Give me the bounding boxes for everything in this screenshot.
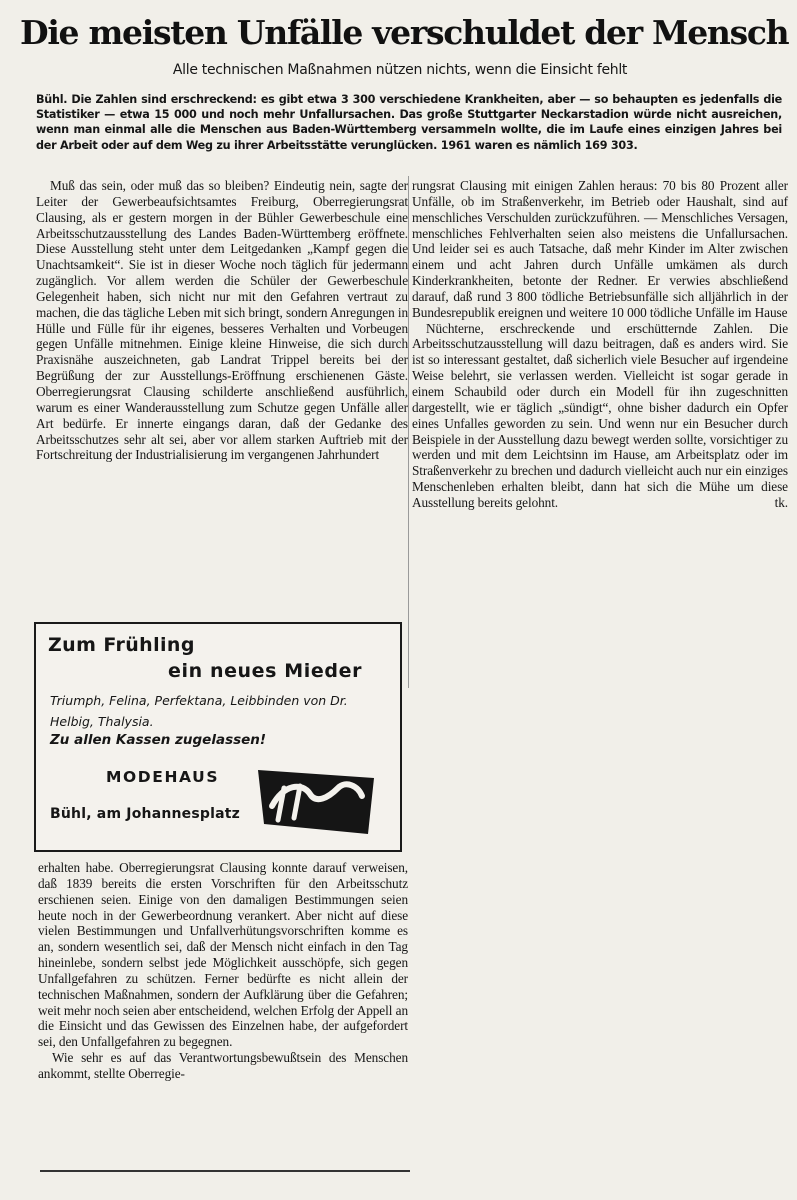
- article-column-right: [412, 178, 788, 511]
- advertisement-box: [34, 622, 402, 852]
- ad-subheadline: ein neues Mieder: [168, 660, 363, 682]
- column-left-text: Muß das sein, oder muß das so bleiben? Eindeutig nein, sagte der Leiter der Gewerbeaufsichtsamtes Freiburg, Oberregierungsrat Clausing, als er gestern morgen in der Bühler Gewerbeschule eine Arbeitsschutzausstellung des Landes Baden-Württemberg eröffnete. Diese Ausstellung steht unter dem Leitgedanken „Kampf gegen die Unachtsamkeit“. Sie ist in dieser Woche noch täglich für jedermann zugänglich. Vor allem werden die Schüler der Gewerbeschule Gelegenheit haben, sich nicht nur mit den Gefahren vertraut zu machen, die das tägliche Leben mit sich bringt, sondern Anregungen in Hülle und Fülle für ihr eigenes, besseres Verhalten und Vorbeugen gegen Unfälle mitnehmen. Einige kleine Hinweise, die sich durch Praxisnähe auszeichneten, gab Landrat Trippel bereits bei der Begrüßung der zur Ausstellungs-Eröffnung erschienenen Gäste. Oberregierungsrat Clausing schilderte anschließend ausführlich, warum es einer Wanderausstellung zum Schutze gegen Unfälle aller Art bedürfe. Er innerte eingangs daran, daß der Gedanke des Arbeitsschutzes sehr alt sei, aber vor allem starken Auftrieb mit der Fortschreitung der Industrialisierung im vergangenen Jahrhundert: [36, 178, 408, 463]
- ad-headline: Zum Frühling: [48, 634, 195, 656]
- closing-paragraph: [412, 321, 788, 511]
- ad-shop-name: MODEHAUS: [106, 768, 220, 786]
- subheadline: Alle technischen Maßnahmen nützen nichts, wenn die Einsicht fehlt: [172, 62, 628, 78]
- continued-text-end: Wie sehr es auf das Verantwortungsbewußtsein des Menschen ankommt, stellte Oberregie-: [38, 1050, 408, 1081]
- article-column-left: [36, 178, 408, 463]
- ad-insurance-note: Zu allen Kassen zugelassen!: [50, 732, 267, 748]
- shop-logo: [254, 764, 378, 838]
- column-right-text: rungsrat Clausing mit einigen Zahlen heraus: 70 bis 80 Prozent aller Unfälle, ob im Straßenverkehr, im Betrieb oder Haushalt, sind auf menschliches Verschulden zurückzuführen. — Menschliches Versagen, menschliches Fehlverhalten seien also meistens die Unfallursachen. Und leider sei es auch Tatsache, daß mehr Kinder im Alter zwischen einem und acht Jahren durch Unfälle umkämen als durch Kinderkrankheiten, betonte der Redner. Er verwies abschließend darauf, daß rund 3 800 tödliche Betriebsunfälle sich alljährlich in der Bundesrepublik ereignen und weitere 10 000 tödliche Unfälle im Hause: [412, 178, 788, 320]
- author-signature: tk.: [774, 494, 788, 510]
- continued-text: erhalten habe. Oberregierungsrat Clausing konnte darauf verweisen, daß 1839 bereits die ersten Vorschriften für den Arbeitsschutz erschienen seien. Einige von den damaligen Bestimmungen seien heute noch in der Gewerbeordnung verankert. Aber nicht auf diese vielen Bestimmungen und Unfallverhütungsvorschriften komme es an, sondern wesentlich sei, daß der Mensch nicht einfach in den Tag hineinlebe, sondern selbst jede Möglichkeit ausschöpfe, sich gegen Unfallgefahren zu schützen. Ferner bedürfte es nicht allein der technischen Maßnahmen, sondern der Aufklärung über die Gefahren; weit mehr noch seien aber entscheidend, welchen Erfolg der Appell an die Einsicht und das Gewissen des Einzelnen habe, der aufgefordert sei, den Unfallgefahren zu begegnen.: [38, 860, 408, 1050]
- bottom-rule: [40, 1170, 410, 1172]
- lead-paragraph: Bühl. Die Zahlen sind erschreckend: es gibt etwa 3 300 verschiedene Krankheiten, aber — so behaupten es jedenfalls die Statistiker — etwa 15 000 und noch mehr Unfallursachen. Das große Stuttgarter Neckarstadion würde nicht ausreichen, wenn man einmal alle die Menschen aus Baden-Württemberg versammeln wollte, die im Laufe eines einzigen Jahres bei der Arbeit oder auf dem Weg zu ihrer Arbeitsstätte verunglücken. 1961 waren es nämlich 169 303.: [36, 93, 782, 152]
- column-divider: [408, 176, 409, 688]
- article-column-left-continued: [38, 860, 408, 1082]
- headline: Die meisten Unfälle verschuldet der Mensch: [20, 13, 789, 52]
- ad-brands: Triumph, Felina, Perfektana, Leibbinden von Dr. Helbig, Thalysia.: [50, 693, 348, 729]
- closing-text: Nüchterne, erschreckende und erschütternde Zahlen. Die Arbeitsschutzausstellung will dazu beitragen, daß es anders wird. Sie ist so interessant gestaltet, daß sicherlich viele Besucher auf irgendeine Weise belehrt, sie verlassen werden. Vielleicht ist sogar gerade in einem Schaubild oder durch ein Modell für ihn zugeschnitten dargestellt, wie er täglich „sündigt“, ohne bisher dadurch ein Opfer eines Unfalles geworden zu sein. Und wenn nur ein Besucher durch Beispiele in der Ausstellung dazu bewegt werden sollte, vorsichtiger zu werden und mit dem Leichtsinn im Hause, am Arbeitsplatz oder im Straßenverkehr zu brechen und dadurch vielleicht auch nur ein einziges Menschenleben erhalten bleibt, dann hat sich die Mühe um diese Ausstellung bereits gelohnt.: [412, 320, 788, 510]
- ad-location: Bühl, am Johannesplatz: [50, 806, 241, 822]
